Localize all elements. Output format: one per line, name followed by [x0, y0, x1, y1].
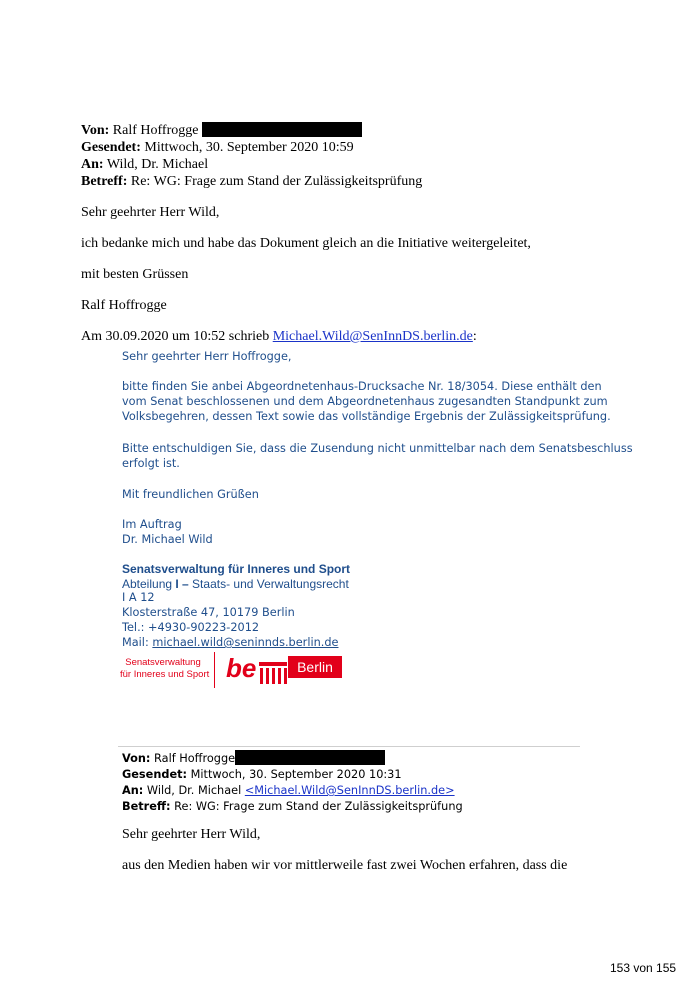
email1-header: [81, 122, 422, 190]
to-label: An:: [81, 157, 104, 172]
signature-mail-link[interactable]: michael.wild@seninnds.berlin.de: [152, 636, 339, 649]
to-value: Wild, Dr. Michael: [106, 157, 209, 172]
quoted-para2-line: Bitte entschuldigen Sie, dass die Zusendung nicht unmittelbar nach dem Senatsbeschluss: [122, 442, 633, 455]
subject-value: Re: WG: Frage zum Stand der Zulässigkeitsprüfung: [130, 174, 423, 189]
email2-body: aus den Medien haben wir vor mittlerweile fast zwei Wochen erfahren, dass die: [122, 858, 568, 873]
signature-department: [122, 577, 349, 591]
quoted-greeting: Sehr geehrter Herr Hoffrogge,: [122, 350, 292, 363]
department-suffix: Staats- und Verwaltungsrecht: [188, 577, 349, 591]
sent-value: Mittwoch, 30. September 2020 10:31: [190, 768, 402, 781]
email1-to-line: [81, 156, 422, 173]
quoted-para1-line: vom Senat beschlossenen und dem Abgeordnetenhaus zugesandten Standpunkt zum: [122, 395, 608, 408]
quote-intro-suffix: :: [472, 329, 477, 344]
email2-subject-line: [122, 799, 463, 815]
email2-to-line: [122, 783, 463, 799]
email2-from-line: [122, 750, 463, 767]
redacted-email-block: [235, 750, 385, 765]
email2-header: [122, 750, 463, 815]
logo-left-text: [120, 657, 210, 681]
email1-closing: mit besten Grüssen: [81, 267, 189, 282]
sent-label: Gesendet:: [122, 768, 188, 781]
mail-label: Mail:: [122, 636, 153, 649]
sent-label: Gesendet:: [81, 140, 141, 155]
to-label: An:: [122, 784, 144, 797]
email1-signature: Ralf Hoffrogge: [81, 298, 167, 313]
quote-intro-prefix: Am 30.09.2020 um 10:52 schrieb: [81, 329, 273, 344]
page-number: 153 von 155: [610, 961, 677, 975]
logo-left-line1: Senatsverwaltung: [125, 657, 201, 668]
logo-left-line2: für Inneres und Sport: [120, 669, 210, 680]
logo-berlin-box: Berlin: [288, 656, 342, 678]
logo-be-text: be: [226, 653, 257, 683]
to-value: Wild, Dr. Michael: [146, 784, 245, 797]
email2-sent-line: [122, 767, 463, 783]
quoted-closing: Mit freundlichen Grüßen: [122, 488, 259, 501]
quote-intro-email-link[interactable]: Michael.Wild@SenInnDS.berlin.de: [272, 329, 473, 344]
senatsverwaltung-berlin-logo: [118, 652, 344, 688]
redacted-email-block: [202, 122, 362, 137]
signature-organization: Senatsverwaltung für Inneres und Sport: [122, 562, 351, 576]
quoted-para1-line: Volksbegehren, dessen Text sowie das vollständige Ergebnis der Zulässigkeitsprüfung.: [122, 410, 611, 423]
signature-telephone: Tel.: +4930-90223-2012: [122, 621, 260, 634]
signature-address: Klosterstraße 47, 10179 Berlin: [122, 606, 295, 619]
from-label: Von:: [122, 752, 151, 765]
brandenburg-gate-icon: [258, 660, 288, 684]
email2-to-email-link[interactable]: <Michael.Wild@SenInnDS.berlin.de>: [244, 784, 455, 797]
quote-intro: [81, 328, 477, 345]
email1-sent-line: [81, 139, 422, 156]
signature-unit: I A 12: [122, 591, 155, 604]
email1-body: ich bedanke mich und habe das Dokument gleich an die Initiative weitergeleitet,: [81, 236, 531, 251]
quoted-paragraph-1: [122, 379, 611, 424]
quoted-paragraph-2: [122, 441, 633, 471]
email2-greeting: Sehr geehrter Herr Wild,: [122, 827, 261, 842]
quoted-im-auftrag: Im Auftrag: [122, 518, 182, 531]
department-roman: I –: [175, 577, 189, 591]
subject-label: Betreff:: [81, 174, 128, 189]
department-prefix: Abteilung: [122, 577, 176, 591]
signature-mail: [122, 635, 338, 650]
from-label: Von:: [81, 123, 110, 138]
quoted-name: Dr. Michael Wild: [122, 533, 213, 546]
quoted-para2-line: erfolgt ist.: [122, 457, 180, 470]
email1-subject-line: [81, 173, 422, 190]
subject-value: Re: WG: Frage zum Stand der Zulässigkeitsprüfung: [174, 800, 463, 813]
email1-from-line: [81, 122, 422, 139]
logo-divider: [214, 652, 215, 688]
from-value: Ralf Hoffrogge: [112, 123, 199, 138]
email1-greeting: Sehr geehrter Herr Wild,: [81, 205, 220, 220]
from-value: Ralf Hoffrogge: [154, 752, 236, 765]
quoted-para1-line: bitte finden Sie anbei Abgeordnetenhaus-Drucksache Nr. 18/3054. Diese enthält den: [122, 380, 602, 393]
quoted-email-divider: [118, 746, 580, 747]
sent-value: Mittwoch, 30. September 2020 10:59: [144, 140, 354, 155]
subject-label: Betreff:: [122, 800, 171, 813]
